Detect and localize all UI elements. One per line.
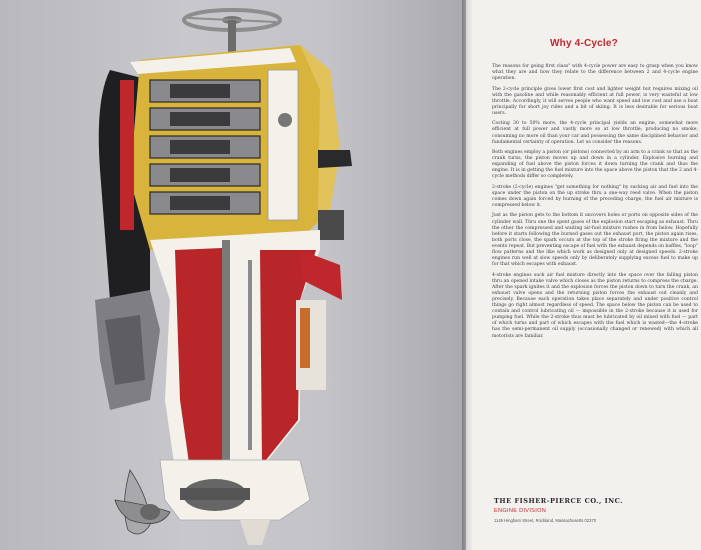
right-page — [472, 0, 701, 550]
paragraph: 2-stroke (2-cycle) engines "get something for nothing" by sucking air and fuel into the space under the piston on the up stroke thru a one-way reed valve. When the piston comes down again forced by burning of the preceding charge, the fuel air mixture is compressed below it. — [492, 184, 698, 209]
paragraph: Both engines employ a piston (or pistons) connected by an arm to a crank so that as the crank turns, the piston moves up and down in a cylinder. Explosive burning and expanding of fuel above the piston forces it down turning the crank and thus the engine. It is in getting the fuel mixture into the space above the piston that the 2 and 4-cycle methods differ so completely. — [492, 150, 698, 180]
article-body — [492, 64, 698, 344]
company-name: THE FISHER-PIERCE CO., INC. — [494, 497, 624, 505]
tilt-bracket — [318, 150, 352, 168]
skeg — [240, 520, 270, 545]
paragraph: Costing 30 to 50% more, the 4-cycle principal yields an engine, somewhat more efficient at full power and vastly more so at low throttle; producing no smoke, consuming no more oil than your car and possessing the same disciplined behavior and fundamental certainty of operation. Let us consider the reasons. — [492, 121, 698, 145]
page-fold — [462, 0, 472, 550]
paragraph: Just as the piston gets to the bottom it uncovers holes or ports on opposite sides of the cylinder wall. Thru one the spent gases of the explosion start escaping as exhaust. Thru the other the compressed and waiting air-fuel mixture rushes in from below. Hopefully before it starts following the burned gases out the exhaust port, the piston again rises, both ports close, the spark occurs at the top of the stroke firing the mixture and the events repeat. But preventing escape of fuel with the exhaust depends on baffles, "loop" flow patterns and the like which work as designed only at designed speeds. 2-stroke engines run well at slow speeds only by deliberately supplying excess fuel to make up for that which escapes with exhaust. — [492, 213, 698, 268]
paragraph: The 2-cycle principle gives lower first cost and lighter weight but requires mixing oil with the gasoline and while reasonably efficient at full power, is very wasteful at low throttle. Accordingly, it will serves people who want speed and low cost and use a boat principally for short joy rides and a bit of skiing. It is less desirable for serious boat users. — [492, 86, 698, 116]
company-address: 1149 Hingham Street, Rockland, Massachusetts 02370 — [494, 518, 597, 523]
company-division: ENGINE DIVISION — [494, 508, 547, 514]
propeller — [115, 470, 170, 534]
article-title: Why 4-Cycle? — [550, 38, 618, 49]
paragraph: 4-stroke engines suck air fuel mixture directly into the space over the falling piston thru an opened intake valve which closes as the piston returns to compress the charge. After the spark ignites it and the explosion forces the piston down to turn the crank, an exhaust valve opens and the returning piston forces the exhaust out cleanly and precisely. Because each operation takes place separately and under positive control things go right almost regardless of speed. The space below the piston can be used to contain and control lubricating oil — impossible in the 2-stroke because it is used for pumping fuel. While the 2-stroke thus must be lubricated by oil mixed with fuel — part of which turns and part of which escapes with the fuel which is wasted—the 4-stroke has the semi-permanent oil supply (occasionally changed or renewed) with which all motorists are familiar. — [492, 272, 698, 339]
paragraph: The reasons for going first class" with 4-cycle power are easy to grasp when you know what they are and how they relate to the difference between 2 and 4-cycle engine operation. — [492, 64, 698, 82]
cylinders — [150, 80, 260, 214]
company-block — [494, 497, 694, 523]
